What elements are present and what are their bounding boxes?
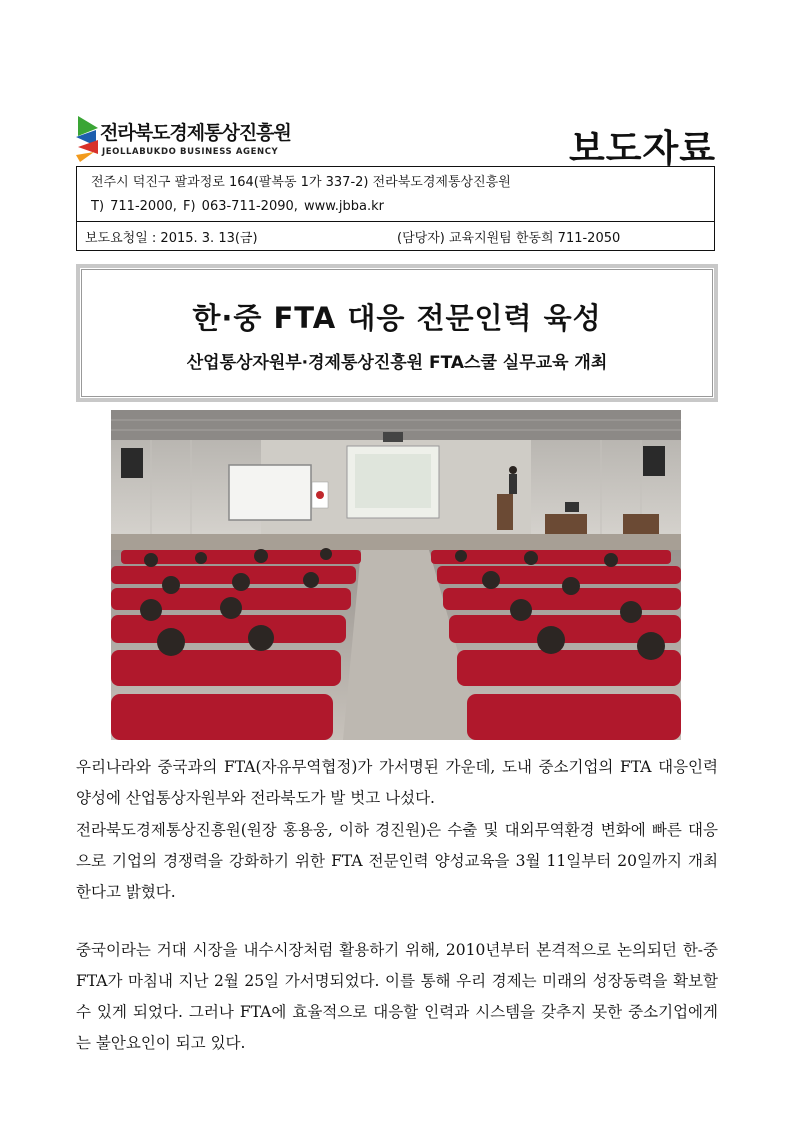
contact-info-box — [76, 166, 715, 251]
logo-mark-icon — [76, 116, 100, 162]
contact-person: (담당자) 교육지원팀 한동희 711-2050 — [397, 231, 621, 246]
contact-divider — [77, 221, 714, 222]
body-paragraph: 우리나라와 중국과의 FTA(자유무역협정)가 가서명된 가운데, 도내 중소기업의 FTA 대응인력 양성에 산업통상자원부와 전라북도가 발 벗고 나섰다. — [76, 758, 718, 807]
org-name: 전라북도경제통상진흥원 — [100, 122, 291, 144]
headline-box — [76, 264, 718, 402]
address-line: 전주시 덕진구 팔과정로 164(팔복동 1가 337-2) 전라북도경제통상진흥원 — [91, 175, 511, 190]
document-type-label: 보도자료 — [569, 127, 716, 170]
auditorium-illustration — [111, 410, 681, 740]
headline-subtitle: 산업통상자원부·경제통상진흥원 FTA스쿨 실무교육 개최 — [186, 353, 608, 373]
seminar-hall-photo — [111, 410, 681, 740]
headline-title: 한·중 FTA 대응 전문인력 육성 — [192, 301, 602, 335]
body-paragraph: 중국이라는 거대 시장을 내수시장처럼 활용하기 위해, 2010년부터 본격적으로 논의되던 한-중 FTA가 마침내 지난 2월 25일 가서명되었다. 이를 통해 우리 경제는 미래의 성장동력을 확보할 수 있게 되었다. 그러나 FTA에 효율적으로 대응할 인력과 시스템을 갖추지 못한 중소기업에게는 불안요인이 되고 있다. — [76, 941, 718, 1052]
body-paragraph: 전라북도경제통상진흥원(원장 홍용웅, 이하 경진원)은 수출 및 대외무역환경 변화에 빠른 대응으로 기업의 경쟁력을 강화하기 위한 FTA 전문인력 양성교육을 3월 11일부터 20일까지 개최한다고 밝혔다. — [76, 821, 718, 901]
agency-logo — [76, 116, 296, 166]
phone-fax-web-line: T) 711-2000, F) 063-711-2090, www.jbba.kr — [91, 199, 384, 214]
release-request-date: 보도요청일 : 2015. 3. 13(금) — [85, 231, 258, 246]
org-name-english: JEOLLABUKDO BUSINESS AGENCY — [102, 147, 279, 157]
